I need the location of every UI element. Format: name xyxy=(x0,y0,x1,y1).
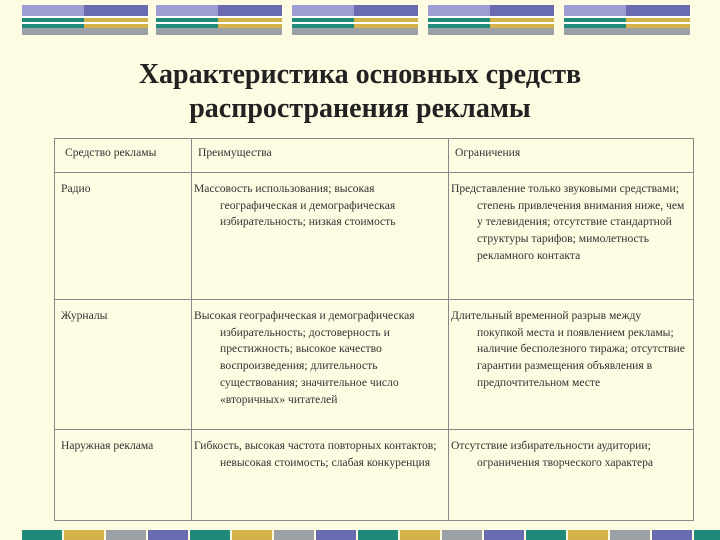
decorative-block xyxy=(652,530,692,540)
decorative-block xyxy=(316,530,356,540)
decorative-block xyxy=(232,530,272,540)
cell-medium: Наружная реклама xyxy=(55,429,192,520)
cell-medium: Журналы xyxy=(55,299,192,429)
table-row xyxy=(55,299,694,429)
table-header-row xyxy=(55,139,694,173)
decorative-block xyxy=(156,5,218,35)
table-row xyxy=(55,172,694,299)
decorative-block xyxy=(22,530,62,540)
decorative-block xyxy=(64,530,104,540)
cell-limitations: Представление только звуковыми средствами; степень привлечения внимания ниже, чем у телевидения; отсутствие стандартной структуры тарифов; мимолетность рекламного контакта xyxy=(449,172,694,299)
decorative-block xyxy=(526,530,566,540)
decorative-block xyxy=(22,5,84,35)
bottom-decorative-band xyxy=(0,530,720,540)
cell-advantages: Высокая географическая и демографическая избирательность; достоверность и престижность; высокое качество воспроизведения; длительность существования; значительное число «вторичных» читателей xyxy=(192,299,449,429)
decorative-block xyxy=(400,530,440,540)
table-row xyxy=(55,429,694,520)
slide-title xyxy=(0,58,720,126)
decorative-block xyxy=(610,530,650,540)
decorative-block xyxy=(358,530,398,540)
decorative-block xyxy=(292,5,354,35)
decorative-block xyxy=(148,530,188,540)
decorative-block xyxy=(106,530,146,540)
header-limitations: Ограничения xyxy=(449,139,694,173)
cell-medium: Радио xyxy=(55,172,192,299)
decorative-block xyxy=(428,5,490,35)
decorative-block xyxy=(564,5,626,35)
decorative-block xyxy=(84,5,148,35)
decorative-block xyxy=(568,530,608,540)
decorative-block xyxy=(218,5,282,35)
media-table xyxy=(54,138,694,521)
title-line-2: распространения рекламы xyxy=(189,93,531,124)
decorative-block xyxy=(190,530,230,540)
decorative-block xyxy=(484,530,524,540)
header-medium: Средство рекламы xyxy=(55,139,192,173)
title-line-1: Характеристика основных средств xyxy=(138,59,582,90)
cell-limitations: Отсутствие избирательности аудитории; ограничения творческого характера xyxy=(449,429,694,520)
decorative-block xyxy=(694,530,720,540)
decorative-block xyxy=(626,5,690,35)
header-advantages: Преимущества xyxy=(192,139,449,173)
top-decorative-band xyxy=(0,5,720,35)
decorative-block xyxy=(354,5,418,35)
cell-limitations: Длительный временной разрыв между покупкой места и появлением рекламы; наличие бесполезного тиража; отсутствие гарантии размещения объявления в предпочтительном месте xyxy=(449,299,694,429)
cell-advantages: Гибкость, высокая частота повторных контактов; невысокая стоимость; слабая конкуренция xyxy=(192,429,449,520)
decorative-block xyxy=(274,530,314,540)
decorative-block xyxy=(490,5,554,35)
decorative-block xyxy=(442,530,482,540)
cell-advantages: Массовость использования; высокая географическая и демографическая избирательность; низкая стоимость xyxy=(192,172,449,299)
